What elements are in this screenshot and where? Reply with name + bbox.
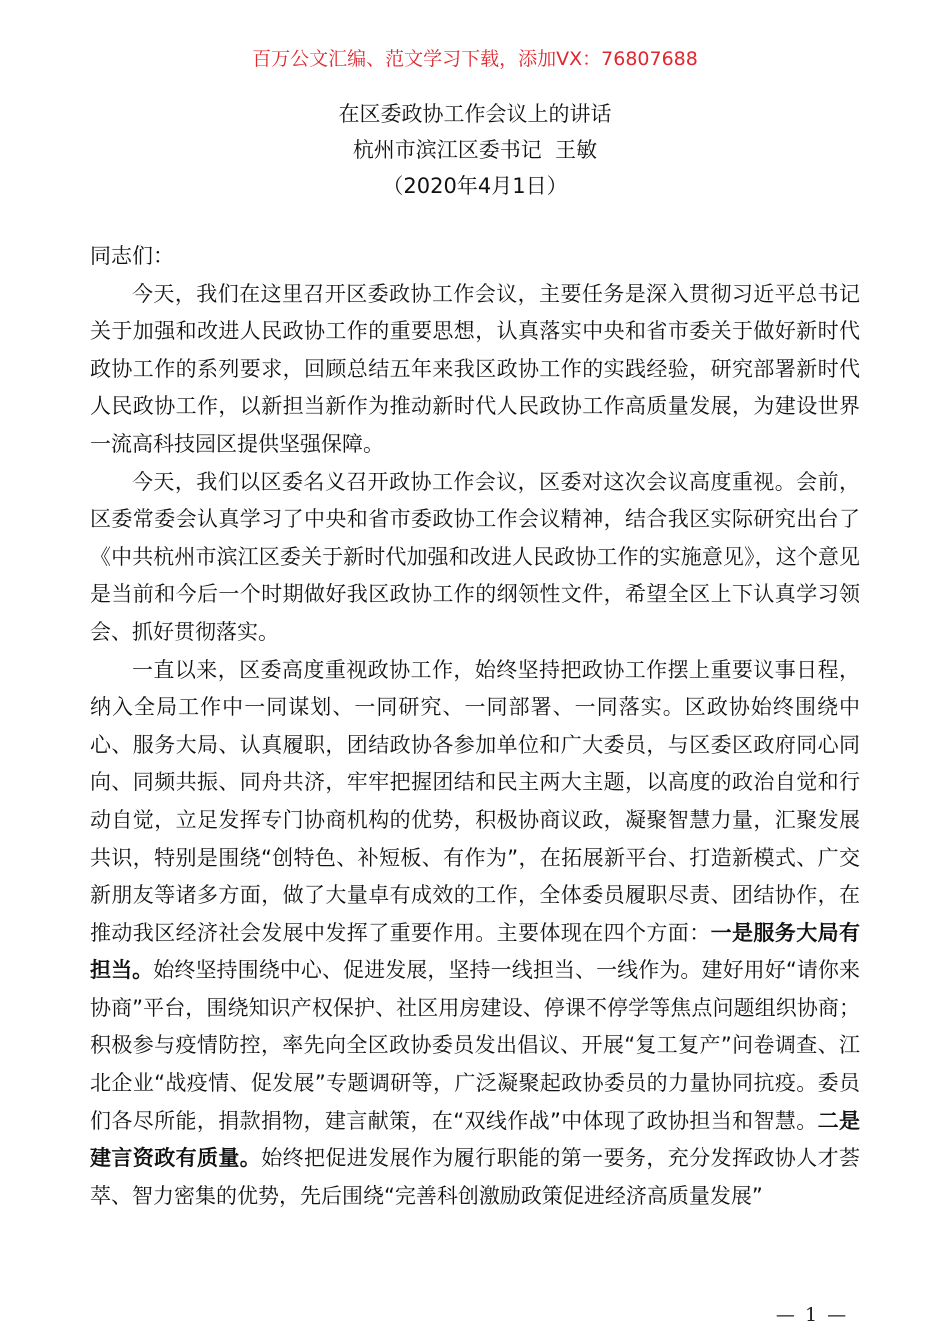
paragraph-3 (90, 652, 860, 1216)
paragraph-3-text-e: 始终把促进发展作为履行职能的第一要务，充分发挥政协人才荟萃、智力密集的优势，先后围绕“完善科创激励政策促进经济高质量发展” (90, 1146, 861, 1208)
paragraph-3-text-c: 始终坚持围绕中心、促进发展，坚持一线担当、一线作为。建好用好“请你来协商”平台，围绕知识产权保护、社区用房建设、停课不停学等焦点问题组织协商；积极参与疫情防控，率先向全区政协委员发出倡议、开展“复工复产”问卷调查、江北企业“战疫情、促发展”专题调研等，广泛凝聚起政协委员的力量协同抗疫。委员们各尽所能，捐款捐物，建言献策，在“双线作战”中体现了政协担当和智慧。 (90, 958, 860, 1133)
page-number: — 1 — (775, 1304, 849, 1326)
promo-banner: 百万公文汇编、范文学习下载，添加VX：76807688 (252, 48, 698, 70)
paragraph-3-text-a: 一直以来，区委高度重视政协工作，始终坚持把政协工作摆上重要议事日程，纳入全局工作中一同谋划、一同研究、一同部署、一同落实。区政协始终围绕中心、服务大局、认真履职，团结政协各参加单位和广大委员，与区委区政府同心同向、同频共振、同舟共济，牢牢把握团结和民主两大主题，以高度的政治自觉和行动自觉，立足发挥专门协商机构的优势，积极协商议政，凝聚智慧力量，汇聚发展共识，特别是围绕“创特色、补短板、有作为”，在拓展新平台、打造新模式、广交新朋友等诸多方面，做了大量卓有成效的工作，全体委员履职尽责、团结协作，在推动我区经济社会发展中发挥了重要作用。主要体现在四个方面： (90, 657, 860, 945)
speech-title: 在区委政协工作会议上的讲话 (338, 102, 612, 126)
speech-date: （2020年4月1日） (382, 174, 568, 198)
document-body (90, 238, 860, 1215)
point-two-heading: 二是建言资政有质量。 (90, 1108, 860, 1171)
paragraph-2: 今天，我们以区委名义召开政协工作会议，区委对这次会议高度重视。会前，区委常委会认真学习了中央和省市委政协工作会议精神，结合我区实际研究出台了《中共杭州市滨江区委关于新时代加强和改进人民政协工作的实施意见》，这个意见是当前和今后一个时期做好我区政协工作的纲领性文件，希望全区上下认真学习领会、抓好贯彻落实。 (90, 469, 860, 644)
point-one-heading: 一是服务大局有担当。 (90, 920, 861, 983)
salutation: 同志们： (90, 244, 174, 268)
speaker-line: 杭州市滨江区委书记 王敏 (352, 138, 598, 162)
paragraph-1: 今天，我们在这里召开区委政协工作会议，主要任务是深入贯彻习近平总书记关于加强和改进人民政协工作的重要思想，认真落实中央和省市委关于做好新时代政协工作的系列要求，回顾总结五年来我区政协工作的实践经验，研究部署新时代人民政协工作，以新担当新作为推动新时代人民政协工作高质量发展，为建设世界一流高科技园区提供坚强保障。 (90, 281, 860, 456)
title-block (0, 96, 950, 204)
